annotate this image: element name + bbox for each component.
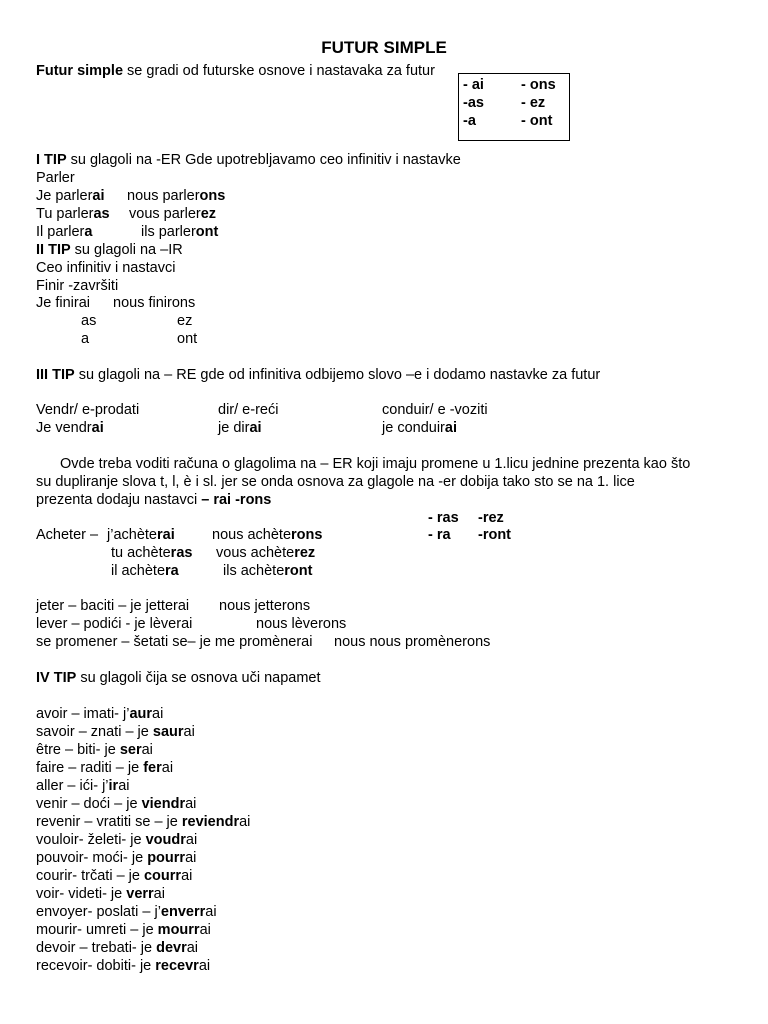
ending-right-3: - ont (521, 113, 553, 129)
note-ending-ra: - ra (428, 527, 451, 543)
tip2-row-2b: ez (177, 313, 193, 329)
tip3-heading (36, 367, 600, 385)
tip1-label: I TIP (36, 152, 67, 168)
acheter-row-3a: il achètera (111, 563, 179, 579)
irregular-verb-avoir: avoir – imati- j’aurai (36, 706, 164, 722)
acheter-label: Acheter – (36, 527, 99, 543)
tip3-fut-3: je conduirai (382, 420, 457, 436)
tip4-desc: su glagoli čija se osnova uči napamet (76, 670, 321, 686)
ending-left-2: -as (463, 95, 484, 111)
irregular-verb-vouloir: vouloir- želeti- je voudrai (36, 832, 198, 848)
tip1-row-3b: ils parleront (141, 224, 219, 240)
tip1-desc: su glagoli na -ER Gde upotrebljavamo ceo infinitiv i nastavke (66, 152, 461, 168)
intro-text: se gradi od futurske osnove i nastavaka za futur (123, 63, 435, 79)
irregular-verb-envoyer: envoyer- poslati – j’enverrai (36, 904, 217, 920)
tip3-inf-3: conduir/ e -voziti (382, 402, 488, 418)
endings-box (458, 73, 570, 141)
note-line-2: su dupliranje slova t, l, è i sl. jer se onda osnova za glagole na -er dobija tako sto se na 1. lice (36, 474, 635, 490)
note-line-3: prezenta dodaju nastavci – rai -rons (36, 492, 272, 508)
ending-right-2: - ez (521, 95, 546, 111)
ending-left-3: -a (463, 113, 476, 129)
irregular-verb-savoir: savoir – znati – je saurai (36, 724, 195, 740)
tip3-inf-2: dir/ e-reći (218, 402, 279, 418)
tip3-desc: su glagoli na – RE gde od infinitiva odbijemo slovo –e i dodamo nastavke za futur (74, 367, 601, 383)
page-title: FUTUR SIMPLE (321, 38, 447, 57)
tip1-row-2b: vous parlerez (129, 206, 217, 222)
intro-bold: Futur simple (36, 63, 124, 79)
other-verb-1a: jeter – baciti – je jetterai (36, 598, 190, 614)
irregular-verb-venir: venir – doći – je viendrai (36, 796, 197, 812)
tip1-verb: Parler (36, 170, 75, 186)
tip3-inf-1: Vendr/ e-prodati (36, 402, 140, 418)
irregular-verb-revenir: revenir – vratiti se – je reviendrai (36, 814, 251, 830)
acheter-row-1a: j’achèterai (107, 527, 175, 543)
irregular-verb-pouvoir: pouvoir- moći- je pourrai (36, 850, 197, 866)
tip2-line1: Ceo infinitiv i nastavci (36, 260, 176, 276)
acheter-row-3b: ils achèteront (223, 563, 313, 579)
ending-left-1: - ai (463, 77, 484, 93)
tip2-heading (36, 242, 183, 260)
tip2-desc: su glagoli na –IR (70, 242, 183, 258)
tip2-row-2a: as (81, 313, 97, 329)
other-verb-2a: lever – podići - je lèverai (36, 616, 193, 632)
irregular-verb-devoir: devoir – trebati- je devrai (36, 940, 199, 956)
tip1-row-1b: nous parlerons (127, 188, 226, 204)
tip4-heading (36, 670, 321, 688)
tip2-label: II TIP (36, 242, 71, 258)
irregular-verb-voir: voir- videti- je verrai (36, 886, 165, 902)
note-ending-ras: - ras (428, 510, 459, 526)
tip2-row-3b: ont (177, 331, 198, 347)
other-verb-3b: nous nous promènerons (334, 634, 491, 650)
acheter-row-2a: tu achèteras (111, 545, 193, 561)
note-line-1: Ovde treba voditi računa o glagolima na – ER koji imaju promene u 1.licu jednine prezenta kao što (60, 456, 691, 472)
note-ending-ront: -ront (478, 527, 512, 543)
other-verb-1b: nous jetterons (219, 598, 311, 614)
other-verb-3a: se promener – šetati se– je me promènerai (36, 634, 313, 650)
tip3-fut-1: Je vendrai (36, 420, 104, 436)
irregular-verb-aller: aller – ići- j’irai (36, 778, 130, 794)
acheter-row-2b: vous achèterez (216, 545, 316, 561)
tip2-line2: Finir -završiti (36, 278, 119, 294)
tip1-row-3a: Il parlera (36, 224, 93, 240)
tip3-fut-2: je dirai (218, 420, 262, 436)
tip2-row-1a: Je finirai (36, 295, 90, 311)
intro-line (36, 63, 435, 81)
other-verb-2b: nous lèverons (256, 616, 347, 632)
tip2-row-3a: a (81, 331, 90, 347)
acheter-row-1b: nous achèterons (212, 527, 323, 543)
ending-right-1: - ons (521, 77, 556, 93)
tip4-label: IV TIP (36, 670, 77, 686)
irregular-verb-courir: courir- trčati – je courrai (36, 868, 193, 884)
irregular-verb-faire: faire – raditi – je ferai (36, 760, 174, 776)
irregular-verb-recevoir: recevoir- dobiti- je recevrai (36, 958, 211, 974)
tip2-row-1b: nous finirons (113, 295, 196, 311)
tip1-row-1a: Je parlerai (36, 188, 105, 204)
irregular-verb-etre: être – biti- je serai (36, 742, 153, 758)
tip3-label: III TIP (36, 367, 75, 383)
note-ending-rez: -rez (478, 510, 504, 526)
tip1-heading (36, 152, 461, 170)
irregular-verb-mourir: mourir- umreti – je mourrai (36, 922, 211, 938)
tip1-row-2a: Tu parleras (36, 206, 110, 222)
